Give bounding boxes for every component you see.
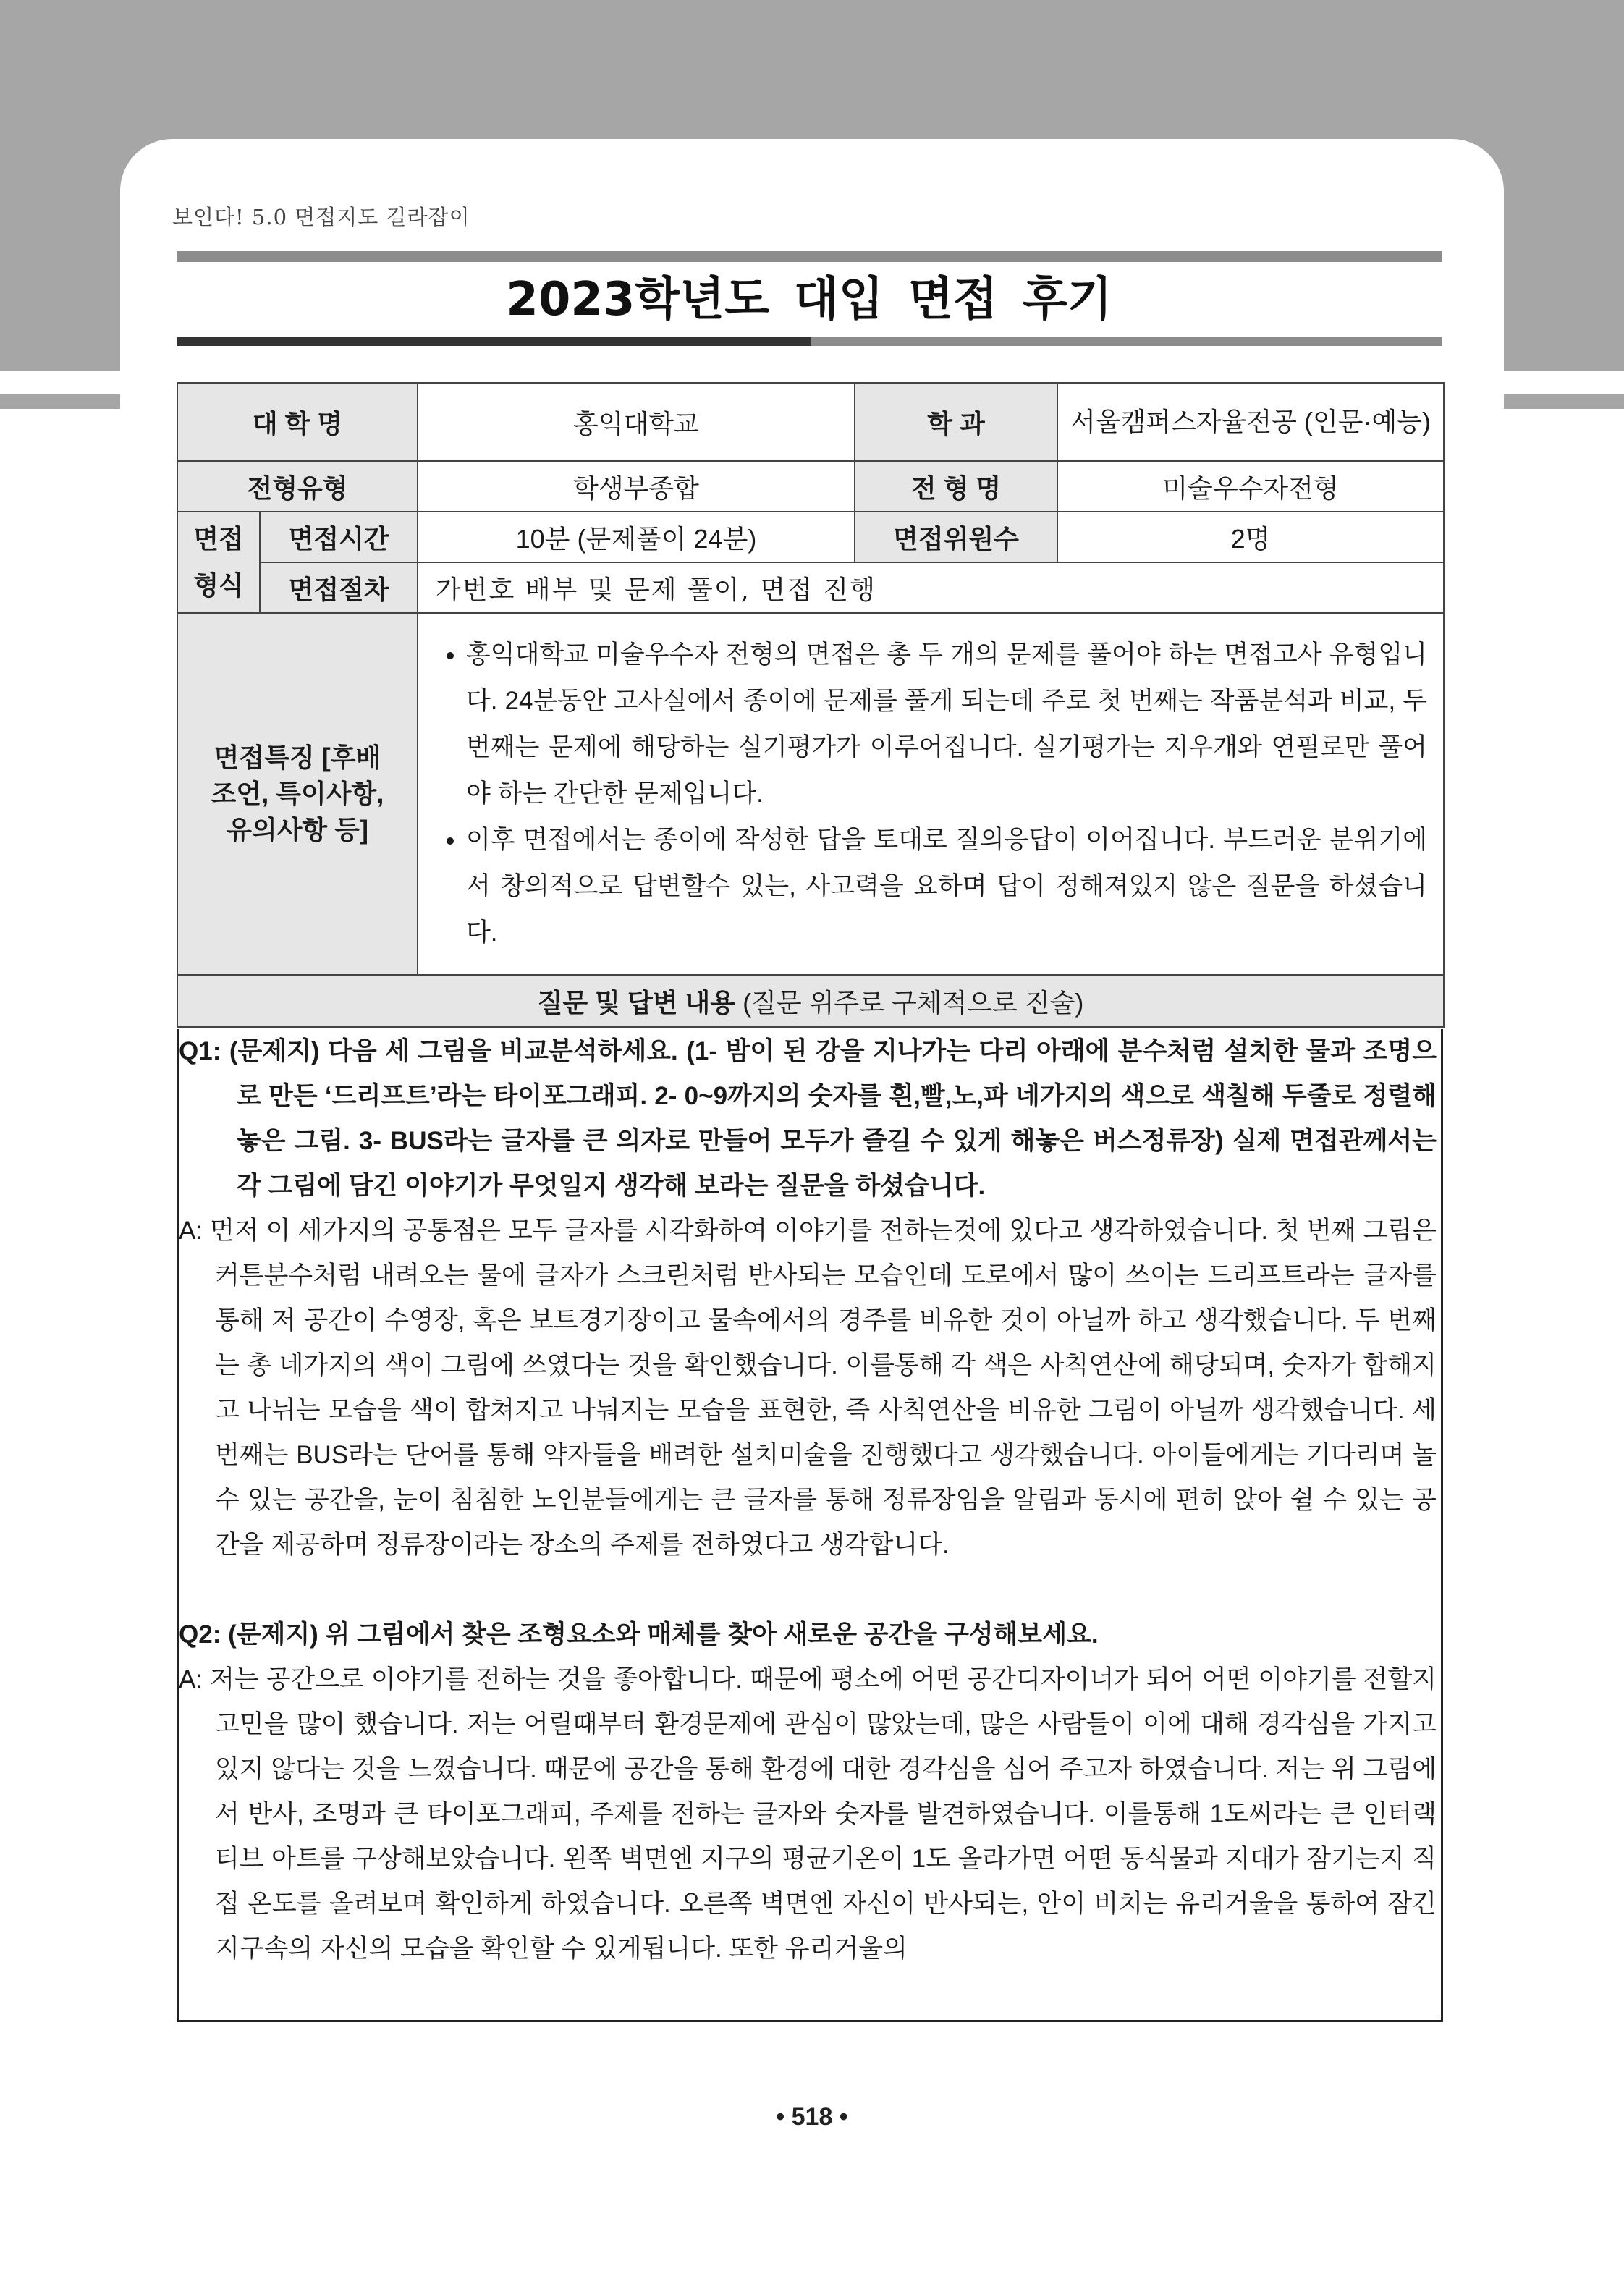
dept-value: 서울캠퍼스자율전공 (인문·예능) <box>1057 383 1444 461</box>
procedure-label: 면접절차 <box>260 562 418 613</box>
features-list <box>418 632 1443 956</box>
spacer <box>179 1568 1441 1612</box>
time-label: 면접시간 <box>260 512 418 562</box>
qa-item-2 <box>179 1612 1441 1971</box>
row-features <box>177 613 1444 975</box>
type-label: 전형유형 <box>177 461 418 512</box>
right-stripe <box>1504 394 1624 409</box>
title-rule-accent <box>177 337 811 346</box>
answer-1: A: 먼저 이 세가지의 공통점은 모두 글자를 시각화하여 이야기를 전하는것에 있다고 생각하였습니다. 첫 번째 그림은 커튼분수처럼 내려오는 물에 글자가 스크린처럼 반사되는 모습인데 도로에서 많이 쓰이는 드리프트라는 글자를 통해 저 공간이 수영장, 혹은 보트경기장이고 물속에서의 경주를 비유한 것이 아닐까 하고 생각했습니다. 두 번째는 총 네가지의 색이 그림에 쓰였다는 것을 확인했습니다. 이를통해 각 색은 사칙연산에 해당되며, 숫자가 합해지고 나뉘는 모습을 색이 합쳐지고 나눠지는 모습을 표현한, 즉 사칙연산을 비유한 그림이 아닐까 생각했습니다. 세 번째는 BUS라는 단어를 통해 약자들을 배려한 설치미술을 진행했다고 생각했습니다. 아이들에게는 기다리며 놀 수 있는 공간을, 눈이 침침한 노인분들에게는 큰 글자를 통해 정류장임을 알림과 동시에 편히 앉아 쉴 수 있는 공간을 제공하며 정류장이라는 장소의 주제를 전하였다고 생각합니다. <box>179 1217 1437 1559</box>
committee-value: 2명 <box>1057 512 1444 562</box>
type-value: 학생부종합 <box>418 461 855 512</box>
page-number: • 518 • <box>776 2103 848 2131</box>
qa-header-bold: 질문 및 답변 내용 <box>537 987 736 1018</box>
name-value: 미술우수자전형 <box>1057 461 1444 512</box>
dept-label: 학 과 <box>855 383 1057 461</box>
row-qa-header <box>177 975 1444 1027</box>
university-value: 홍익대학교 <box>418 383 855 461</box>
running-head: 보인다! 5.0 면접지도 길라잡이 <box>172 205 470 229</box>
qa-item-1 <box>179 1029 1441 1568</box>
left-stripe <box>0 394 120 409</box>
procedure-value: 가번호 배부 및 문제 풀이, 면접 진행 <box>418 562 1444 613</box>
time-value: 10분 (문제풀이 24분) <box>418 512 855 562</box>
question-2: Q2: (문제지) 위 그림에서 찾은 조형요소와 매체를 찾아 새로운 공간을 구성해보세요. <box>179 1620 1099 1649</box>
title-rule-top <box>177 251 1442 262</box>
committee-label: 면접위원수 <box>855 512 1057 562</box>
question-1: Q1: (문제지) 다음 세 그림을 비교분석하세요. (1- 밤이 된 강을 지나가는 다리 아래에 분수처럼 설치한 물과 조명으로 만든 ‘드리프트’라는 타이포그래피. 2- 0~9까지의 숫자를 흰,빨,노,파 네가지의 색으로 색칠해 두줄로 정렬해놓은 그림. 3- BUS라는 글자를 큰 의자로 만들어 모두가 즐길 수 있게 해놓은 버스정류장) 실제 면접관께서는 각 그림에 담긴 이야기가 무엇일지 생각해 보라는 질문을 하셨습니다. <box>179 1037 1437 1200</box>
qa-header <box>177 975 1444 1027</box>
feature-item: • 이후 면접에서는 종이에 작성한 답을 토대로 질의응답이 이어집니다. 부드러운 분위기에서 창의적으로 답변할수 있는, 사고력을 요하며 답이 정해져있지 않은 질문을 하셨습니다. <box>466 817 1427 956</box>
qa-section <box>177 1029 1443 2022</box>
row-procedure <box>177 562 1444 613</box>
features-label: 면접특징 [후배조언, 특이사항, 유의사항 등] <box>177 613 418 975</box>
university-label: 대 학 명 <box>177 383 418 461</box>
row-university <box>177 383 1444 461</box>
row-type <box>177 461 1444 512</box>
row-time <box>177 512 1444 562</box>
feature-item: • 홍익대학교 미술우수자 전형의 면접은 총 두 개의 문제를 풀어야 하는 면접고사 유형입니다. 24분동안 고사실에서 종이에 문제를 풀게 되는데 주로 첫 번째는 작품분석과 비교, 두 번째는 문제에 해당하는 실기평가가 이루어집니다. 실기평가는 지우개와 연필로만 풀어야 하는 간단한 문제입니다. <box>466 632 1427 817</box>
qa-header-note: (질문 위주로 구체적으로 진술) <box>735 987 1084 1018</box>
features-content <box>418 613 1444 975</box>
format-label: 면접 형식 <box>177 512 260 613</box>
info-table <box>177 382 1445 1028</box>
answer-2: A: 저는 공간으로 이야기를 전하는 것을 좋아합니다. 때문에 평소에 어떤 공간디자이너가 되어 어떤 이야기를 전할지 고민을 많이 했습니다. 저는 어릴때부터 환경문제에 관심이 많았는데, 많은 사람들이 이에 대해 경각심을 가지고 있지 않다는 것을 느꼈습니다. 때문에 공간을 통해 환경에 대한 경각심을 심어 주고자 하였습니다. 저는 위 그림에서 반사, 조명과 큰 타이포그래피, 주제를 전하는 글자와 숫자를 발견하였습니다. 이를통해 1도씨라는 큰 인터랙티브 아트를 구상해보았습니다. 왼쪽 벽면엔 지구의 평균기온이 1도 올라가면 어떤 동식물과 지대가 잠기는지 직접 온도를 올려보며 확인하게 하였습니다. 오른쪽 벽면엔 자신이 반사되는, 안이 비치는 유리거울을 통하여 잠긴 지구속의 자신의 모습을 확인할 수 있게됩니다. 또한 유리거울의 <box>179 1665 1437 1963</box>
document-title: 2023학년도 대입 면접 후기 <box>506 273 1112 326</box>
name-label: 전 형 명 <box>855 461 1057 512</box>
title-rule-bottom <box>177 337 1442 346</box>
